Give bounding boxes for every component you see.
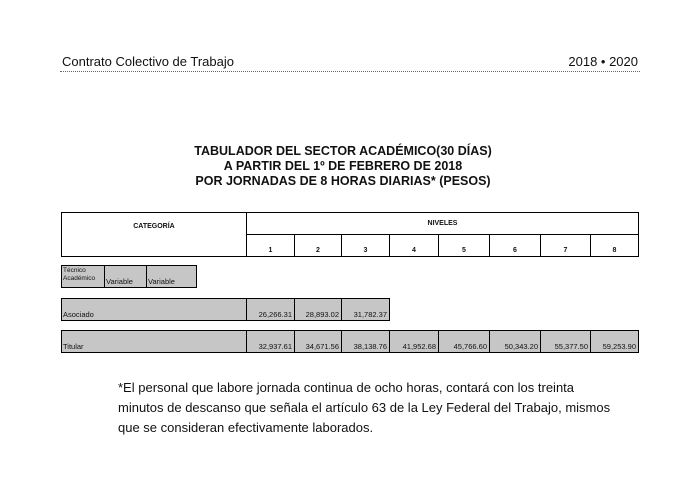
level-header-5: 5 <box>438 234 490 257</box>
header-divider <box>60 71 640 72</box>
titular-level-8: 59,253.90 <box>590 330 639 353</box>
titular-level-3: 38,138.76 <box>341 330 390 353</box>
titular-level-1: 32,937.61 <box>246 330 295 353</box>
level-header-2: 2 <box>294 234 342 257</box>
tecnico-variable-2: Variable <box>146 265 197 288</box>
footnote: *El personal que labore jornada continua de ocho horas, contará con los treinta minutos de descanso que señala el artículo 63 de la Ley Federal del Trabajo, mismos que se consideran efectivamente laborados. <box>118 380 611 435</box>
categoria-header-label: CATEGORÍA <box>133 223 175 230</box>
titular-level-6: 50,343.20 <box>489 330 541 353</box>
asociado-level-3: 31,782.37 <box>341 298 390 321</box>
categoria-header <box>61 212 247 257</box>
tecnico-label-line-2: Académico <box>63 275 96 282</box>
tecnico-label-line-1: Técnico <box>63 267 86 274</box>
titular-label: Titular <box>61 330 247 353</box>
niveles-header: NIVELES <box>246 212 639 235</box>
tecnico-variable-1: Variable <box>104 265 147 288</box>
level-header-3: 3 <box>341 234 390 257</box>
level-header-1: 1 <box>246 234 295 257</box>
level-header-6: 6 <box>489 234 541 257</box>
titular-level-5: 45,766.60 <box>438 330 490 353</box>
level-header-7: 7 <box>540 234 591 257</box>
document-header-title: Contrato Colectivo de Trabajo <box>62 54 234 69</box>
table-title-line-3: POR JORNADAS DE 8 HORAS DIARIAS* (PESOS) <box>195 174 491 188</box>
titular-level-4: 41,952.68 <box>389 330 439 353</box>
level-header-4: 4 <box>389 234 439 257</box>
table-title-line-2: A PARTIR DEL 1º DE FEBRERO DE 2018 <box>223 159 463 173</box>
table-title-line-1: TABULADOR DEL SECTOR ACADÉMICO(30 DÍAS) <box>194 144 492 158</box>
titular-level-7: 55,377.50 <box>540 330 591 353</box>
asociado-level-2: 28,893.02 <box>294 298 342 321</box>
asociado-level-1: 26,266.31 <box>246 298 295 321</box>
asociado-label: Asociado <box>61 298 247 321</box>
document-header-years: 2018 • 2020 <box>568 54 638 69</box>
titular-level-2: 34,671.56 <box>294 330 342 353</box>
level-header-8: 8 <box>590 234 639 257</box>
tecnico-academico-label <box>61 265 105 288</box>
